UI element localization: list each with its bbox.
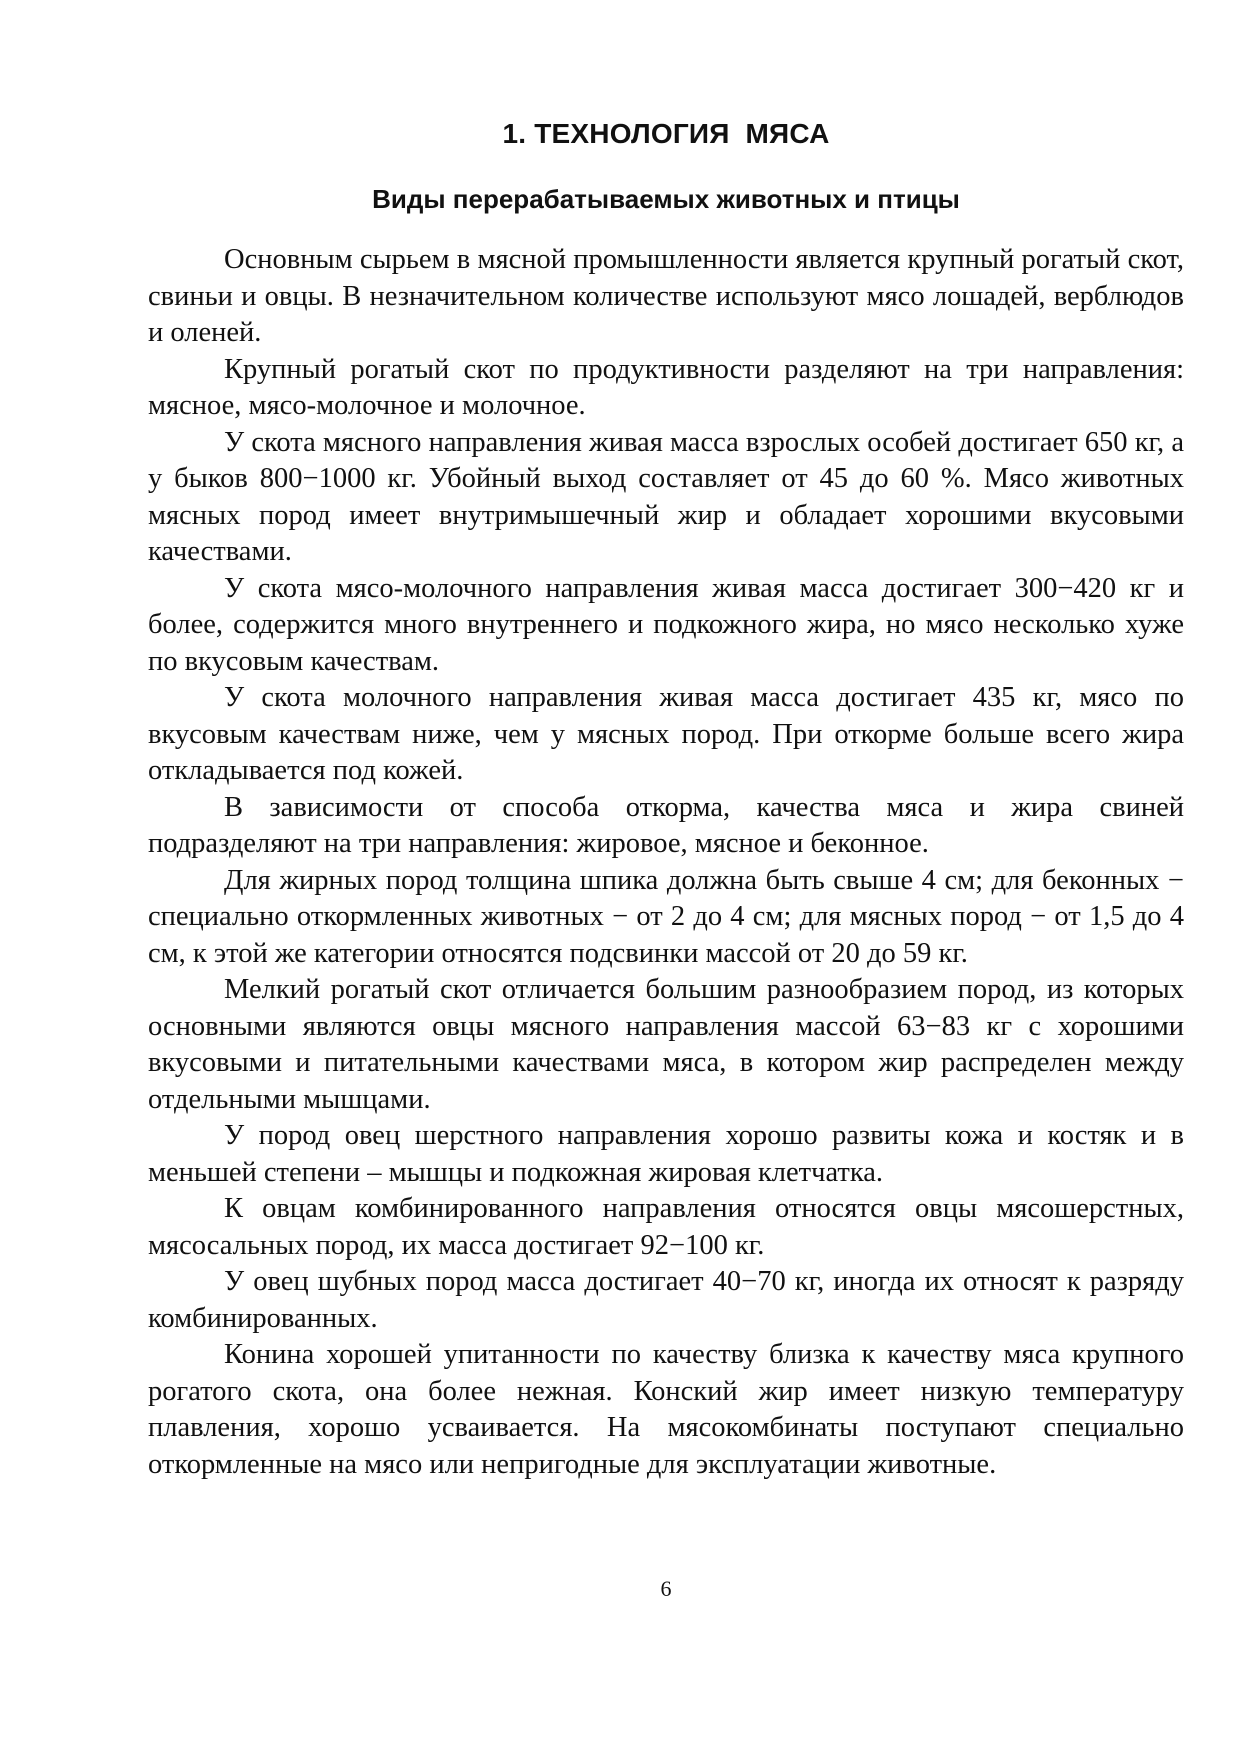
paragraph: Для жирных пород толщина шпика должна быть свыше 4 см; для беконных − специально откормленных животных − от 2 до 4 см; для мясных пород − от 1,5 до 4 см, к этой же категории относятся подсвинки массой от 20 до 59 кг.	[148, 864, 1184, 969]
paragraph: У пород овец шерстного направления хорошо развиты кожа и костяк и в меньшей степени – мышцы и подкожная жировая клетчатка.	[148, 1120, 1184, 1188]
paragraph: У скота молочного направления живая масса достигает 435 кг, мясо по вкусовым качествам ниже, чем у мясных пород. При откорме больше всего жира откладывается под кожей.	[148, 682, 1184, 786]
paragraph: У овец шубных пород масса достигает 40−70 кг, иногда их относят к разряду комбинированных.	[148, 1266, 1184, 1334]
paragraph: Мелкий рогатый скот отличается большим разнообразием пород, из которых основными являются овцы мясного направления массой 63−83 кг с хорошими вкусовыми и питательными качествами мяса, в котором жир распределен между отдельными мышцами.	[148, 974, 1184, 1115]
section-title: Виды перерабатываемых животных и птицы	[372, 184, 960, 214]
paragraph: Основным сырьем в мясной промышленности является крупный рогатый скот, свиньи и овцы. В незначительном количестве используют мясо лошадей, верблюдов и оленей.	[148, 244, 1184, 348]
chapter-title: 1. ТЕХНОЛОГИЯ МЯСА	[502, 118, 830, 149]
paragraph: К овцам комбинированного направления относятся овцы мясошерстных, мясосальных пород, их масса достигает 92−100 кг.	[148, 1193, 1184, 1261]
paragraph: В зависимости от способа откорма, качества мяса и жира свиней подразделяют на три направления: жировое, мясное и беконное.	[148, 791, 1184, 859]
paragraph: У скота мясо-молочного направления живая масса достигает 300−420 кг и более, содержится много внутреннего и подкожного жира, но мясо несколько хуже по вкусовым качествам.	[148, 572, 1184, 677]
page-number: 6	[660, 1576, 672, 1601]
paragraph: Крупный рогатый скот по продуктивности разделяют на три направления: мясное, мясо-молочное и молочное.	[148, 353, 1184, 421]
body-text	[148, 242, 1184, 1483]
paragraph: Конина хорошей упитанности по качеству близка к качеству мяса крупного рогатого скота, она более нежная. Конский жир имеет низкую температуру плавления, хорошо усваивается. На мясокомбинаты поступают специально откормленные на мясо или непригодные для эксплуатации животные.	[148, 1339, 1184, 1480]
paragraph: У скота мясного направления живая масса взрослых особей достигает 650 кг, а у быков 800−1000 кг. Убойный выход составляет от 45 до 60 %. Мясо животных мясных пород имеет внутримышечный жир и обладает хорошими вкусовыми качествами.	[148, 426, 1184, 567]
